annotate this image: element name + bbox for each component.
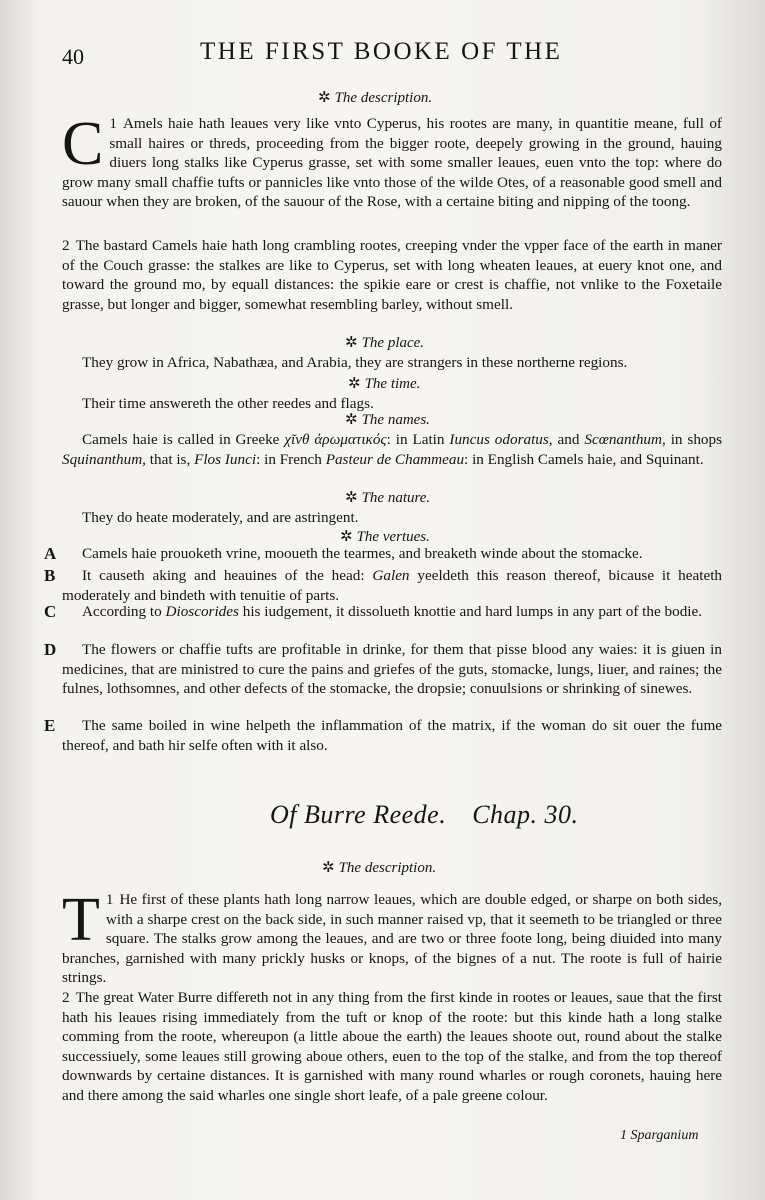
catchword: 1 Sparganium bbox=[620, 1128, 699, 1143]
nature-text: They do heate moderately, and are astringent. bbox=[82, 509, 359, 526]
names-heading: ✲ The names. bbox=[345, 412, 430, 428]
vertue-text-e: The same boiled in wine helpeth the inflammation of the matrix, if the woman do sit ouer the fume thereof, and bath hir selfe often with it also. bbox=[62, 717, 722, 754]
chapter-name: Of Burre Reede. bbox=[270, 800, 447, 829]
vertue-text-a: Camels haie prouoketh vrine, mooueth the tearmes, and breaketh winde about the stomacke. bbox=[82, 545, 643, 562]
camels-haie-description-1 bbox=[62, 110, 722, 212]
chapter-title bbox=[270, 800, 579, 830]
vertue-text-b: It causeth aking and heauines of the head: Galen yeeldeth this reason thereof, bicause it heateth moderately and bindeth with tenuitie of parts. bbox=[62, 567, 723, 604]
asterisk-ornament-icon: ✲ bbox=[345, 490, 358, 506]
paragraph-number: 1 bbox=[109, 115, 117, 132]
vertues-heading: ✲ The vertues. bbox=[340, 529, 430, 545]
vertue-marker-d: D bbox=[44, 640, 57, 659]
paragraph-text: The bastard Camels haie hath long crambling rootes, creeping vnder the vpper face of the earth in maner of the Couch grasse: the stalkes are like to Cyperus, set with long wheaten leaues, at euery knot one, and toward the ground mo, by equall distances: the spikie eare or crest is chaffie, not vnlike to the Foxetaile grasse, but longer and bigger, somewhat resembling barley, without smell. bbox=[62, 237, 722, 313]
asterisk-ornament-icon: ✲ bbox=[322, 860, 335, 876]
time-text: Their time answereth the other reedes and flags. bbox=[82, 395, 374, 412]
paragraph-number: 1 bbox=[105, 891, 114, 908]
place-text: They grow in Africa, Nabathæa, and Arabia, they are strangers in these northerne regions. bbox=[82, 354, 628, 371]
vertue-text-d: The flowers or chaffie tufts are profitable in drinke, for them that pisse blood any waies: it is giuen in medicines, that are ministred to cure the pains and griefes of the guts, stomacke, lungs, liuer, and raines; the fulnes, lothsomnes, and other defects of the stomacke, the dropsie; conuulsions or shrinking of sinewes. bbox=[62, 641, 722, 698]
vertue-marker-a: A bbox=[44, 544, 57, 563]
paragraph-number: 2 bbox=[62, 989, 70, 1006]
asterisk-ornament-icon: ✲ bbox=[345, 412, 358, 428]
asterisk-ornament-icon: ✲ bbox=[340, 529, 353, 545]
chapter-number: Chap. 30. bbox=[472, 800, 579, 829]
asterisk-ornament-icon: ✲ bbox=[345, 335, 358, 351]
time-heading: ✲ The time. bbox=[348, 376, 421, 392]
flos-name: Flos Iunci bbox=[194, 450, 257, 468]
asterisk-ornament-icon: ✲ bbox=[318, 90, 331, 106]
place-heading: ✲ The place. bbox=[345, 335, 425, 351]
greek-name: χῖνθ ἀρωματικός bbox=[284, 431, 387, 448]
names-text: Camels haie is called in Greeke χῖνθ ἀρωματικός: in Latin Iuncus odoratus, and Scœnanthum, in shops Squinanthum, that is, Flos Iunci: in French Pasteur de Chammeau: in English Camels haie, and Squinant. bbox=[62, 431, 723, 468]
vertue-marker-e: E bbox=[44, 716, 56, 735]
running-head: THE FIRST BOOKE OF THE bbox=[200, 38, 563, 65]
vertue-marker-b: B bbox=[44, 566, 56, 585]
camels-haie-description-2 bbox=[62, 236, 722, 314]
asterisk-ornament-icon: ✲ bbox=[348, 376, 361, 392]
paragraph-text: He first of these plants hath long narrow leaues, which are double edged, or sharpe on both sides, with a sharpe crest on the back side, in such manner raised vp, that it seemeth to be triangled or three square. The stalks grow among the leaues, and are two or three foote long, being diuided into many branches, garnished with many prickly husks or knops, of the bignes of a nut. The roote is full of hairie strings. bbox=[62, 891, 722, 987]
drop-cap: C bbox=[62, 110, 104, 178]
burre-reede-description-1 bbox=[62, 886, 722, 988]
drop-cap: T bbox=[62, 886, 100, 954]
paragraph-text: The great Water Burre differeth not in any thing from the first kinde in rootes or leaues, saue that the first hath his leaues rising immediately from the tuft or knop of the roote: but this kinde hath a long stalke comming from the roote, whereupon (a little aboue the earth) the leaues shoote out, round about the stalke successiuely, some leaues still growing aboue others, euen to the top of the stalke, and from the top thereof downwards by certaine distances. It is garnished with many round wharles or rough coronets, hauing here and there among the said wharles one single short leafe, of a pale greene colour. bbox=[62, 989, 722, 1104]
latin-name-2: Scœnanthum, bbox=[584, 431, 666, 448]
french-name: Pasteur de Chammeau bbox=[325, 450, 465, 468]
vertue-marker-c: C bbox=[44, 602, 57, 621]
paragraph-number: 2 bbox=[62, 237, 70, 254]
latin-name: Iuncus odoratus, bbox=[449, 431, 553, 448]
vertue-text-c: According to Dioscorides his iudgement, it dissolueth knottie and hard lumps in any part of the bodie. bbox=[82, 603, 703, 620]
description-heading-2: ✲ The description. bbox=[322, 860, 437, 876]
description-heading-1: ✲ The description. bbox=[318, 90, 433, 106]
shops-name: Squinanthum, bbox=[62, 450, 146, 468]
burre-reede-description-2 bbox=[62, 988, 722, 1106]
page-number: 40 bbox=[62, 44, 84, 69]
nature-heading: ✲ The nature. bbox=[345, 490, 431, 506]
paragraph-text: Amels haie hath leaues very like vnto Cyperus, his rootes are many, in quantitie meane, full of small haires or threds, proceeding from the bigger roote, deepely growing in the ground, hauing diuers long stalks like Cyperus grasse, set with some smaller leaues, euen vnto the top: where do grow many small chaffie tufts or pannicles like vnto those of the wilde Otes, of a reasonable good smell and sauour when they are broken, of the sauour of the Rose, with a certaine biting and nipping of the toong. bbox=[62, 115, 722, 211]
